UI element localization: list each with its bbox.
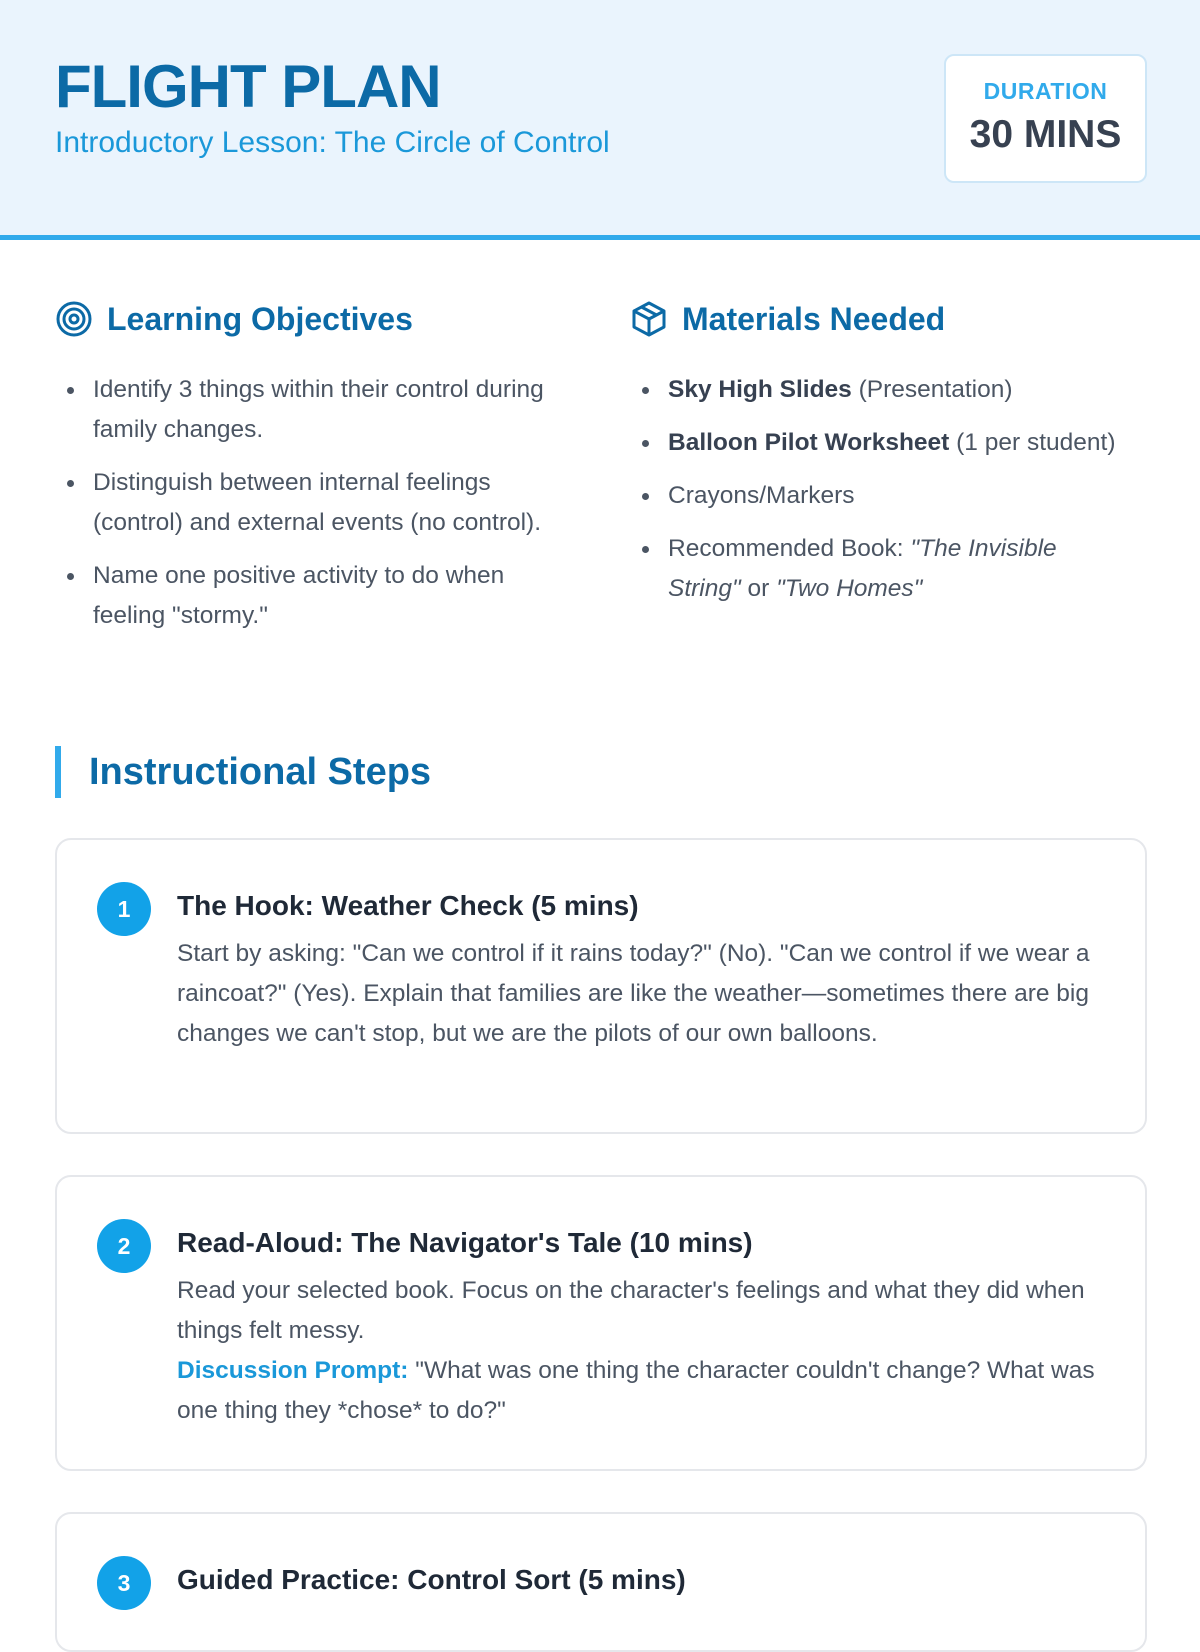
discussion-prompt-text: "What was one thing the character couldn't change? What was one thing they *chose* to do?": [177, 1357, 1095, 1424]
step-body: [177, 1271, 1117, 1431]
book-title: "The Invisible String": [668, 535, 1057, 602]
package-icon: [630, 300, 668, 338]
step-card: [55, 838, 1147, 1134]
list-item: Name one positive activity to do when feeling "stormy.": [55, 556, 575, 636]
book-prefix: Recommended Book:: [668, 535, 911, 562]
step-card: [55, 1512, 1147, 1652]
objectives-heading: [55, 300, 413, 338]
list-item: Crayons/Markers: [630, 476, 1130, 516]
duration-value: 30 MINS: [969, 113, 1122, 156]
materials-list: [630, 370, 1130, 622]
material-name: Balloon Pilot Worksheet: [668, 429, 950, 456]
materials-heading: [630, 300, 945, 338]
target-icon: [55, 300, 93, 338]
duration-card: [944, 54, 1147, 183]
steps-heading: Instructional Steps: [55, 746, 431, 798]
objectives-heading-text: Learning Objectives: [107, 300, 413, 337]
list-item: [630, 370, 1130, 410]
lesson-header: [0, 0, 1200, 240]
list-item: [630, 529, 1130, 609]
step-title: Read-Aloud: The Navigator's Tale (10 mins): [177, 1227, 753, 1258]
list-item: [630, 423, 1130, 463]
material-note: (Presentation): [851, 376, 1013, 403]
materials-heading-text: Materials Needed: [682, 300, 946, 337]
step-title: The Hook: Weather Check (5 mins): [177, 890, 639, 921]
step-body: Start by asking: "Can we control if it rains today?" (No). "Can we control if we wear a raincoat?" (Yes). Explain that families are like the weather—sometimes there are big changes we can't stop, but we are the pilots of our own balloons.: [177, 940, 1090, 1047]
step-number-badge: 3: [97, 1556, 151, 1610]
objectives-list: [55, 370, 575, 649]
book-joiner: or: [740, 575, 777, 602]
step-title: Guided Practice: Control Sort (5 mins): [177, 1564, 686, 1595]
page-title: FLIGHT PLAN: [55, 53, 441, 120]
step-number-badge: 1: [97, 882, 151, 936]
step-number-badge: 2: [97, 1219, 151, 1273]
list-item: Distinguish between internal feelings (control) and external events (no control).: [55, 463, 575, 543]
duration-label: DURATION: [983, 78, 1108, 104]
step-body-text: Read your selected book. Focus on the character's feelings and what they did when things felt messy.: [177, 1277, 1085, 1344]
discussion-prompt-label: Discussion Prompt:: [177, 1357, 409, 1384]
material-note: (1 per student): [949, 429, 1116, 456]
list-item: Identify 3 things within their control during family changes.: [55, 370, 575, 450]
book-title: "Two Homes": [776, 575, 923, 602]
step-card: [55, 1175, 1147, 1471]
page-subtitle: Introductory Lesson: The Circle of Control: [55, 126, 610, 159]
material-name: Sky High Slides: [668, 376, 852, 403]
